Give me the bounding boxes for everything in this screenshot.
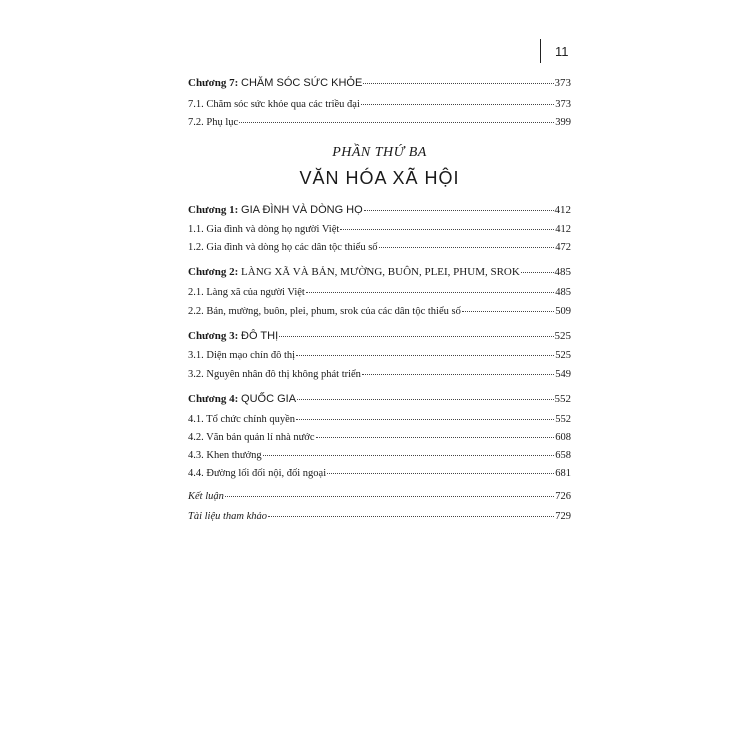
page-ref: 373 xyxy=(554,77,571,89)
toc-chapter-4[interactable] xyxy=(188,392,571,406)
header-rule xyxy=(540,39,541,63)
dot-leader xyxy=(327,473,554,474)
page-ref: 525 xyxy=(555,350,571,361)
entry-title: 1.2. Gia đình và dòng họ các dân tộc thiểu số xyxy=(188,242,378,253)
page-ref: 399 xyxy=(555,117,571,128)
toc-entry-1-1[interactable] xyxy=(188,223,571,237)
chapter-prefix: Chương 1: xyxy=(188,204,242,216)
entry-title: Kết luận xyxy=(188,491,224,502)
dot-leader xyxy=(225,496,554,497)
entry-title: 2.2. Bản, mường, buôn, plei, phum, srok của các dân tộc thiểu số xyxy=(188,306,461,317)
dot-leader xyxy=(363,83,553,84)
toc-chapter-3[interactable] xyxy=(188,329,571,343)
dot-leader xyxy=(379,247,555,248)
toc-chapter-1[interactable] xyxy=(188,203,571,217)
entry-title: 4.4. Đường lối đối nội, đối ngoại xyxy=(188,468,327,479)
page-ref: 681 xyxy=(555,468,571,479)
page-ref: 472 xyxy=(555,242,571,253)
toc-chapter-2[interactable] xyxy=(188,265,571,279)
entry-title: 4.1. Tổ chức chính quyền xyxy=(188,414,295,425)
page-ref: 729 xyxy=(555,511,571,522)
page-ref: 552 xyxy=(555,414,571,425)
page-ref: 412 xyxy=(555,224,571,235)
dot-leader xyxy=(296,355,554,356)
part-label: PHẦN THỨ BA xyxy=(332,145,427,160)
chapter-title: ĐÔ THỊ xyxy=(241,330,279,342)
page-ref: 412 xyxy=(554,204,571,216)
chapter-title: LÀNG XÃ VÀ BẢN, MƯỜNG, BUÔN, PLEI, PHUM, SROK xyxy=(241,266,520,278)
dot-leader xyxy=(462,311,554,312)
page-ref: 549 xyxy=(555,369,571,380)
dot-leader xyxy=(361,104,554,105)
page-ref: 509 xyxy=(555,306,571,317)
part-title: VĂN HÓA XÃ HỘI xyxy=(299,168,460,188)
page-number: 11 xyxy=(555,43,569,59)
dot-leader xyxy=(306,292,554,293)
page-ref: 485 xyxy=(554,266,571,278)
page-ref: 658 xyxy=(555,450,571,461)
toc-entry-3-1[interactable] xyxy=(188,349,571,363)
chapter-prefix: Chương 3: xyxy=(188,330,242,342)
dot-leader xyxy=(268,516,554,517)
page-header xyxy=(540,38,569,64)
dot-leader xyxy=(279,336,553,337)
chapter-title: CHĂM SÓC SỨC KHỎE xyxy=(241,77,363,89)
dot-leader xyxy=(296,419,554,420)
dot-leader xyxy=(340,229,554,230)
page-ref: 726 xyxy=(555,491,571,502)
toc-entry-7-2[interactable] xyxy=(188,116,571,130)
entry-title: 4.3. Khen thưởng xyxy=(188,450,262,461)
toc-conclusion[interactable] xyxy=(188,490,571,504)
page-ref: 608 xyxy=(555,432,571,443)
entry-title: 7.2. Phụ lục xyxy=(188,117,239,128)
toc-entry-4-1[interactable] xyxy=(188,413,571,427)
toc-entry-7-1[interactable] xyxy=(188,98,571,112)
chapter-title: GIA ĐÌNH VÀ DÒNG HỌ xyxy=(241,204,363,216)
page-ref: 552 xyxy=(554,393,571,405)
entry-title: 2.1. Làng xã của người Việt xyxy=(188,287,305,298)
chapter-prefix: Chương 4: xyxy=(188,393,242,405)
entry-title: 4.2. Văn bản quản lí nhà nước xyxy=(188,432,315,443)
dot-leader xyxy=(239,122,554,123)
entry-title: Tài liệu tham khảo xyxy=(188,511,268,522)
page-ref: 373 xyxy=(555,99,571,110)
toc-entry-4-4[interactable] xyxy=(188,467,571,481)
entry-title: 3.1. Diện mạo chín đô thị xyxy=(188,350,296,361)
dot-leader xyxy=(316,437,555,438)
entry-title: 3.2. Nguyên nhân đô thị không phát triển xyxy=(188,369,361,380)
toc-entry-2-2[interactable] xyxy=(188,305,571,319)
toc-chapter-7[interactable] xyxy=(188,76,571,90)
toc-entry-4-3[interactable] xyxy=(188,449,571,463)
entry-title: 7.1. Chăm sóc sức khỏe qua các triều đại xyxy=(188,99,360,110)
dot-leader xyxy=(263,455,555,456)
dot-leader xyxy=(364,210,554,211)
toc-references[interactable] xyxy=(188,510,571,524)
toc-entry-3-2[interactable] xyxy=(188,368,571,382)
toc-entry-1-2[interactable] xyxy=(188,241,571,255)
dot-leader xyxy=(521,272,554,273)
page-ref: 485 xyxy=(555,287,571,298)
chapter-title: QUỐC GIA xyxy=(241,393,297,405)
entry-title: 1.1. Gia đình và dòng họ người Việt xyxy=(188,224,340,235)
dot-leader xyxy=(362,374,554,375)
chapter-prefix: Chương 2: xyxy=(188,266,242,278)
chapter-prefix: Chương 7: xyxy=(188,77,242,89)
page-ref: 525 xyxy=(554,330,571,342)
toc-entry-4-2[interactable] xyxy=(188,431,571,445)
dot-leader xyxy=(297,399,553,400)
toc-entry-2-1[interactable] xyxy=(188,286,571,300)
